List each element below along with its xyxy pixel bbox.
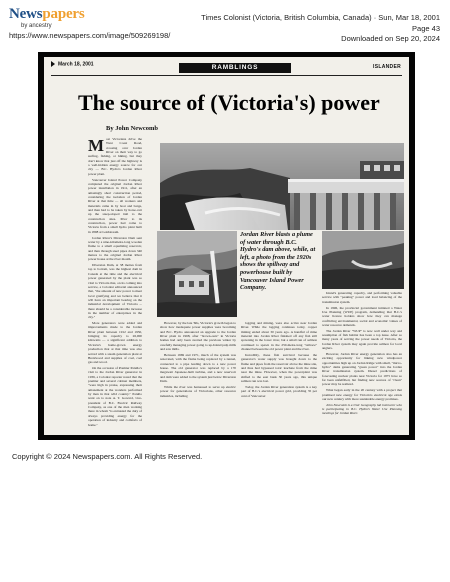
article-paragraph: Vancouver Island Power Company completed the original Jordan River power installation in 1911, after an amazingly short construction period, considering the isolation of Jordan River at that time — all workers and materials came in by boat and barge, and then had to be taken by horse-cart up the steep-sloped trail to the construction sites. Prior to its construction, power had come to Victoria from a small hydro plant built in 1898 at Goldstream. — [88, 177, 142, 234]
article-paragraph: However, Jordan River energy generation also has an exciting opportunity for linking new windpower opportunities high up on Jordan Ridge with small, "micro-hydro" dams generating "green power" into the Jordan River transmission system. Diesel predictions of forecasting nuclear plants near Victoria for 1975 have so far been unfulfilled, but finding new sources of "clean" power may be realized. — [322, 351, 402, 387]
article-column-2 — [160, 321, 236, 431]
landscape-photo-graphic — [322, 231, 404, 289]
dam-photo-graphic — [160, 143, 404, 230]
page-number: Page 43 — [412, 23, 440, 33]
article-column-1 — [88, 137, 142, 427]
article-paragraph: More generators were added and improvements made to the Jordan River plant between 1912 and 1930, bringing its capacity to 26,000 kilowatts — a significant addition to Victoria's home-grown energy production that at that time was also served with a steam generation plant at Brentwood and supplies of coal, coal gas and wood. — [88, 321, 142, 365]
article-paragraph: The Jordan River "WUP" is now well under way and resumption of fish habitat has been a top issue. After so many years of serving the power needs of Victoria, the Jordan River system may again provide salmon for local anglers. — [322, 328, 402, 351]
article-headline: The source of (Victoria's) power — [78, 90, 380, 115]
article-paragraph: ost Victorians drive the West Coast Road, crossing over Jordan River on their way to go surfing, fishing, or hiking, but they don't know that just off the highway is a well-hidden energy source for our city — B.C. Hydro's Jordan River power plant. — [88, 137, 142, 176]
logo-wordmark: Newspapers — [9, 6, 85, 22]
landscape-photo — [322, 231, 404, 289]
logo-subtitle: by ancestry — [21, 23, 52, 29]
download-date: Downloaded on Sep 20, 2024 — [341, 34, 440, 43]
newspaper-clipping — [38, 52, 415, 440]
issue-date: March 18, 2001 — [51, 61, 94, 67]
article-paragraph: While the river was harnessed to serve up electric power for generations of Victorians, other resource industries, including — [160, 384, 236, 398]
historic-photo-graphic — [157, 231, 237, 317]
section-banner: RAMBLINGS — [179, 63, 291, 73]
article-paragraph: On the occasion of Premier Patullo's visit to the Jordan River generator in 1936, a Colonist reporter noted that the premier and several cabinet members, "were high in praise, expressing their amazement at the wonders performed by man in that wild country." Patullo went on to note A. T. Goward, vice-president of B.C. Electric Railway Company, as one of the men working there in whom "is entrusted the duty of always providing energy for the operation of industry and comforts of home." — [88, 366, 142, 427]
header-rule — [51, 75, 402, 76]
triangle-marker-icon — [51, 61, 55, 67]
copyright-footer: Copyright © 2024 Newspapers.com. All Rights Reserved. — [12, 452, 203, 461]
photo-caption: Jordan River blasts a plume of water through B.C. Hydro's dam above, while, at left, a photo from the 1920s shows the spillway and powerhouse built by Vancouver Island Power Company. — [240, 231, 316, 292]
source-info — [201, 13, 440, 45]
article-paragraph: What began early in the 20 century with a project that promised new energy for Victoria's electrical age exists our new century with more sustainable energy promises. — [322, 388, 402, 401]
section-name: ISLANDER — [373, 64, 401, 70]
article-column-4 — [322, 291, 402, 431]
newspaper-page — [44, 57, 409, 435]
source-title: Times Colonist (Victoria, British Columbia, Canada) · Sun, Mar 18, 2001 — [201, 13, 440, 22]
article-paragraph: Diversion Dam, at 38 metres from top to bottom, was the highest dam in Canada at the time and the electrical power generated by the plant was so vital to Victoria that, on its coming into service, a Colonist editorial announced that, "the amount of new power to meet local gratifying and we believe that it will have an important bearing on the industrial development of Victoria ... there should be a considerable increase in the number of enterprises in the city." — [88, 263, 142, 320]
article-paragraph: Jordan River's Diversion Dam sent water by a nine-kilometre-long wooden flume to a small equalizing reservoir, and then through steel pipes down 340 metres to the original Jordan River power house at the river mouth. — [88, 235, 142, 262]
article-paragraph: Island's generating capacity, and performing valuable service with "peaking" power and load balancing of the transmission system. — [322, 291, 402, 304]
article-paragraph: However, by the late '60s, Victoria's growth began to show how inadequate power supplies were becoming and B.C. Hydro announced an upgrade to the Jordan River plant in 1968, after "brown-outs" in Victoria homes had only been averted the previous winter by carefully managing power going to up-Island pulp mills and saw mills. — [160, 321, 236, 352]
article-column-3 — [241, 321, 317, 431]
page-url[interactable]: https://www.newspapers.com/image/509269198/ — [9, 31, 171, 40]
article-paragraph: In 1996, the provincial government initiated a Water Use Planning (WUP) program, demanding that B.C.'s water licence holders show how they can manage conflicting environmental, social and economic values of water resource demands. — [322, 305, 402, 327]
dam-photo — [160, 143, 404, 230]
article-paragraph: logging and mining, were also active near Jordan River. While the logging continues today, copper mining ended about 30 years ago. A handful of mine material into Jordan River finished off any fish still spawning in the lower river, but a small run of salmon continued to spawn in the 250-metre-long "tailrace" channel between the old power plant and the river. — [241, 321, 317, 352]
historic-powerhouse-photo — [157, 231, 237, 317]
author-bio: John Newcomb is a Unic Geography lab instructor who is participating in B.C. Hydro's Water Use Planning meetings for Jordan River. — [322, 402, 402, 416]
article-paragraph: Between 1969 and 1971, much of the system was renovated, with the flume being replaced by a tunnel, connected to a pipe leading down to a new power house. The old generator was replaced by a 170 megawatt Japanese-built turbine, and a new reservoir and dam were added to the system just below Diversion Dam. — [160, 352, 236, 383]
article-paragraph: Incredibly, these fish survived because the generator's water supply was brought down to the flume and pipes from the reservoir above the mine site, and thus had bypassed toxic leachate from the mine near the mine. However, when the powerplant was shifted to the east bank 30 years ago, this unique salmon run was lost. — [241, 352, 317, 383]
drop-cap: M — [88, 137, 105, 155]
article-byline: By John Newcomb — [106, 125, 159, 132]
newspapers-logo[interactable] — [9, 7, 85, 29]
article-paragraph: Today, the Jordan River generation system is a key part of B.C.'s electrical power grid, providing 35 per cent of Vancouver — [241, 384, 317, 398]
